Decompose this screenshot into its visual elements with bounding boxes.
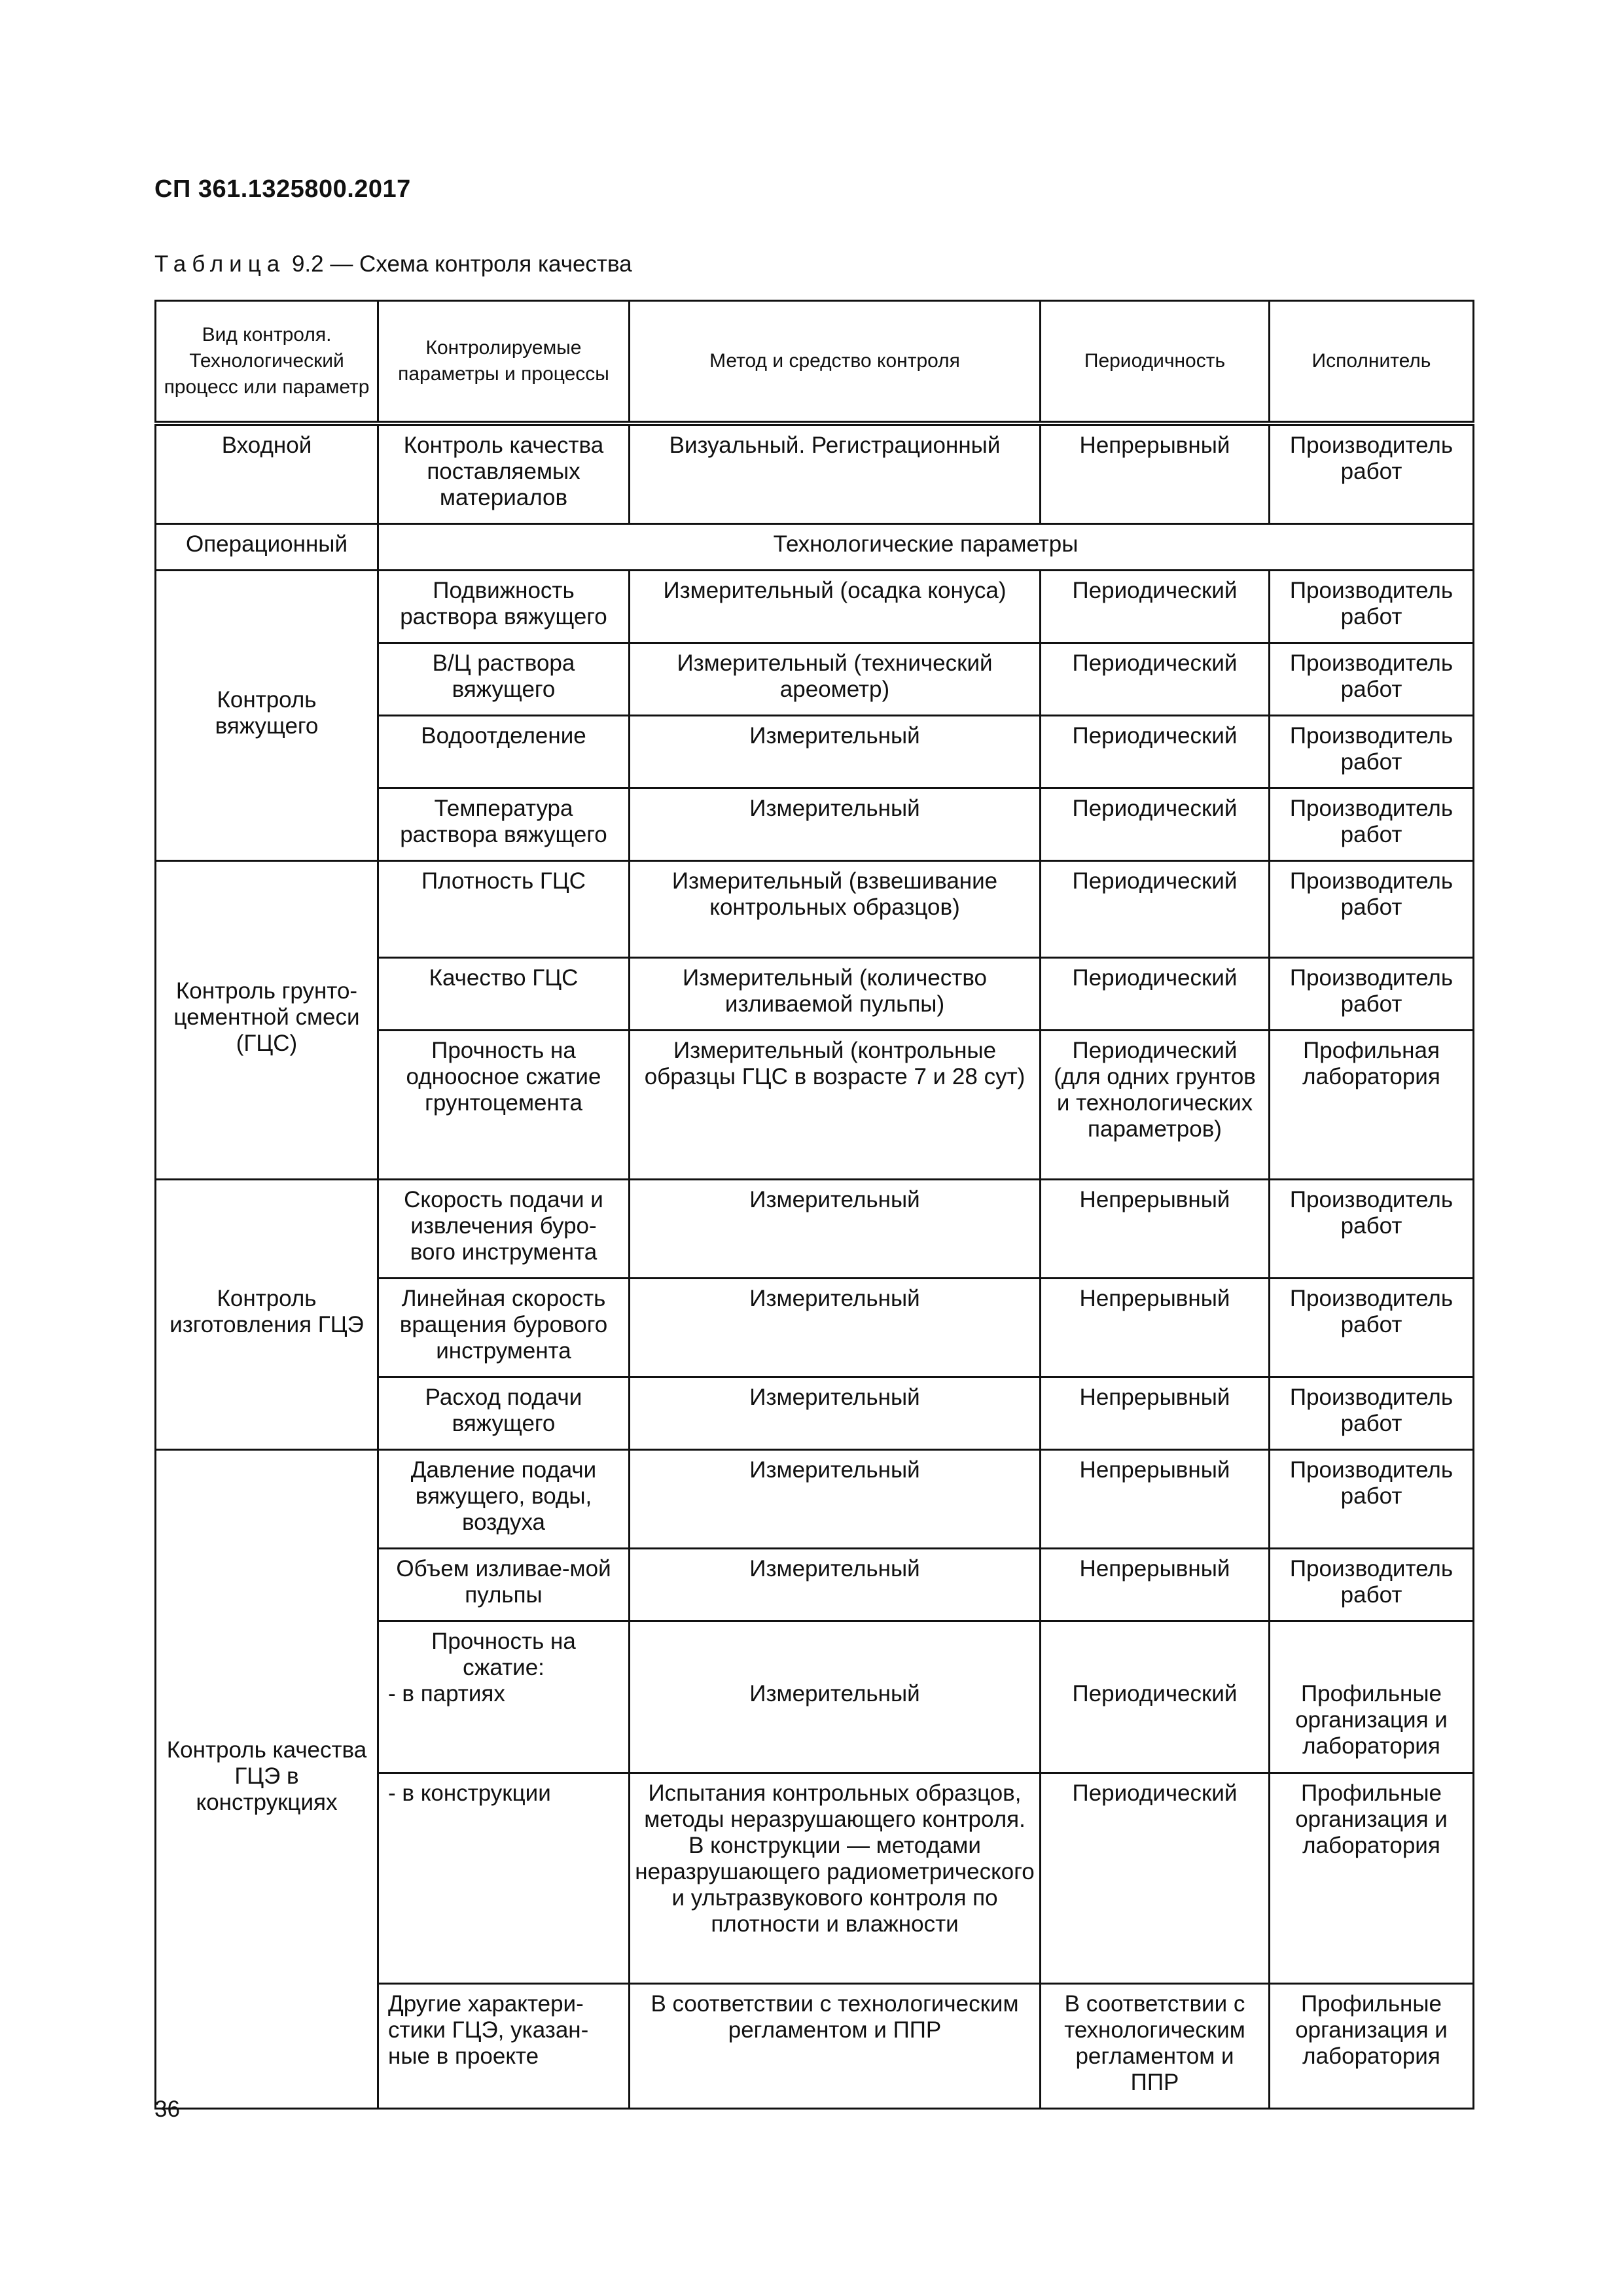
cell-periodicity: Периодический (1041, 861, 1270, 958)
cell-parameter: Объем изливае-мой пульпы (378, 1549, 630, 1621)
cell-periodicity: Периодический (для одних грунтов и технологических параметров) (1041, 1031, 1270, 1180)
cell-executor: Профильная лаборатория (1270, 1031, 1474, 1180)
table-row (156, 1180, 1474, 1279)
cell-executor: Профильные организация и лаборатория (1270, 1621, 1474, 1773)
cell-executor: Производитель работ (1270, 1549, 1474, 1621)
cell-periodicity: В соответствии с технологическим регламентом и ППР (1041, 1984, 1270, 2109)
cell-method: Измерительный (контрольные образцы ГЦС в возрасте 7 и 28 сут) (630, 1031, 1041, 1180)
header-row (156, 301, 1474, 424)
cell-parameter: Расход подачи вяжущего (378, 1377, 630, 1450)
cell-method: Измерительный (630, 716, 1041, 788)
cell-periodicity: Периодический (1041, 643, 1270, 716)
cell-method: Визуальный. Регистрационный (630, 423, 1041, 524)
group-element-manufacturing-control: Контроль изготовления ГЦЭ (156, 1180, 378, 1450)
cell-parameter: Плотность ГЦС (378, 861, 630, 958)
table-caption-label: Таблица (154, 251, 286, 277)
cell-parameter: Водоотделение (378, 716, 630, 788)
cell-periodicity: Непрерывный (1041, 1450, 1270, 1549)
param-strength-title: Прочность на сжатие: (431, 1629, 576, 1680)
cell-executor: Профильные организация и лаборатория (1270, 1984, 1474, 2109)
header-executor: Исполнитель (1270, 301, 1474, 424)
table-caption (154, 251, 632, 277)
param-strength-batches: - в партиях (388, 1681, 505, 1706)
table-row (156, 1450, 1474, 1549)
table-row (156, 571, 1474, 643)
cell-parameter: Контроль качества поставляемых материалов (378, 423, 630, 524)
cell-executor: Производитель работ (1270, 788, 1474, 861)
quality-control-table (154, 300, 1474, 2110)
cell-executor: Производитель работ (1270, 643, 1474, 716)
cell-executor: Профильные организация и лаборатория (1270, 1773, 1474, 1984)
cell-method: Измерительный (630, 1180, 1041, 1279)
header-method: Метод и средство контроля (630, 301, 1041, 424)
cell-method: Измерительный (630, 788, 1041, 861)
cell-method: В соответствии с технологическим регламентом и ППР (630, 1984, 1041, 2109)
cell-periodicity: Периодический (1041, 1621, 1270, 1773)
cell-control-type: Входной (156, 423, 378, 524)
cell-parameter: Подвижность раствора вяжущего (378, 571, 630, 643)
cell-section-title: Технологические параметры (378, 524, 1474, 571)
cell-periodicity: Непрерывный (1041, 1549, 1270, 1621)
header-parameters: Контролируемые параметры и процессы (378, 301, 630, 424)
cell-control-type: Операционный (156, 524, 378, 571)
cell-parameter: Температура раствора вяжущего (378, 788, 630, 861)
cell-method: Измерительный (630, 1450, 1041, 1549)
table-row (156, 861, 1474, 958)
cell-parameter: Качество ГЦС (378, 958, 630, 1031)
cell-method: Измерительный (630, 1621, 1041, 1773)
cell-executor: Производитель работ (1270, 1279, 1474, 1377)
table-row (156, 423, 1474, 524)
cell-periodicity: Непрерывный (1041, 1180, 1270, 1279)
cell-method: Измерительный (взвешивание контрольных образцов) (630, 861, 1041, 958)
cell-parameter: Другие характери-стики ГЦЭ, указан-ные в проекте (378, 1984, 630, 2109)
cell-periodicity: Периодический (1041, 571, 1270, 643)
cell-periodicity: Непрерывный (1041, 423, 1270, 524)
cell-method: Измерительный (технический ареометр) (630, 643, 1041, 716)
cell-method: Измерительный (630, 1549, 1041, 1621)
cell-executor: Производитель работ (1270, 1180, 1474, 1279)
cell-parameter: - в конструкции (378, 1773, 630, 1984)
cell-parameter: Давление подачи вяжущего, воды, воздуха (378, 1450, 630, 1549)
cell-method: Испытания контрольных образцов, методы неразрушающего контроля. В конструкции — методами неразрушающего радиометрического и ультразвукового контроля по плотности и влажности (630, 1773, 1041, 1984)
page-number: 36 (154, 2096, 180, 2122)
cell-periodicity: Непрерывный (1041, 1279, 1270, 1377)
cell-executor: Производитель работ (1270, 571, 1474, 643)
cell-periodicity: Периодический (1041, 1773, 1270, 1984)
header-control-type: Вид контроля. Технологический процесс или параметр (156, 301, 378, 424)
table-caption-title: 9.2 — Схема контроля качества (285, 251, 632, 277)
cell-periodicity: Непрерывный (1041, 1377, 1270, 1450)
cell-executor: Производитель работ (1270, 861, 1474, 958)
cell-periodicity: Периодический (1041, 958, 1270, 1031)
cell-executor: Производитель работ (1270, 423, 1474, 524)
cell-parameter (378, 1621, 630, 1773)
cell-periodicity: Периодический (1041, 788, 1270, 861)
cell-method: Измерительный (количество изливаемой пульпы) (630, 958, 1041, 1031)
header-periodicity: Периодичность (1041, 301, 1270, 424)
cell-parameter: Скорость подачи и извлечения буро-вого инструмента (378, 1180, 630, 1279)
cell-method: Измерительный (630, 1377, 1041, 1450)
cell-executor: Производитель работ (1270, 716, 1474, 788)
cell-executor: Производитель работ (1270, 958, 1474, 1031)
cell-parameter: Прочность на одноосное сжатие грунтоцемента (378, 1031, 630, 1180)
table-row (156, 524, 1474, 571)
cell-method: Измерительный (630, 1279, 1041, 1377)
cell-parameter: В/Ц раствора вяжущего (378, 643, 630, 716)
group-element-quality-control: Контроль качества ГЦЭ в конструкциях (156, 1450, 378, 2109)
group-binder-control: Контроль вяжущего (156, 571, 378, 861)
cell-method: Измерительный (осадка конуса) (630, 571, 1041, 643)
cell-executor: Производитель работ (1270, 1377, 1474, 1450)
group-soil-cement-mix-control: Контроль грунто-цементной смеси (ГЦС) (156, 861, 378, 1180)
document-code: СП 361.1325800.2017 (154, 175, 411, 203)
cell-executor: Производитель работ (1270, 1450, 1474, 1549)
cell-parameter: Линейная скорость вращения бурового инструмента (378, 1279, 630, 1377)
cell-periodicity: Периодический (1041, 716, 1270, 788)
